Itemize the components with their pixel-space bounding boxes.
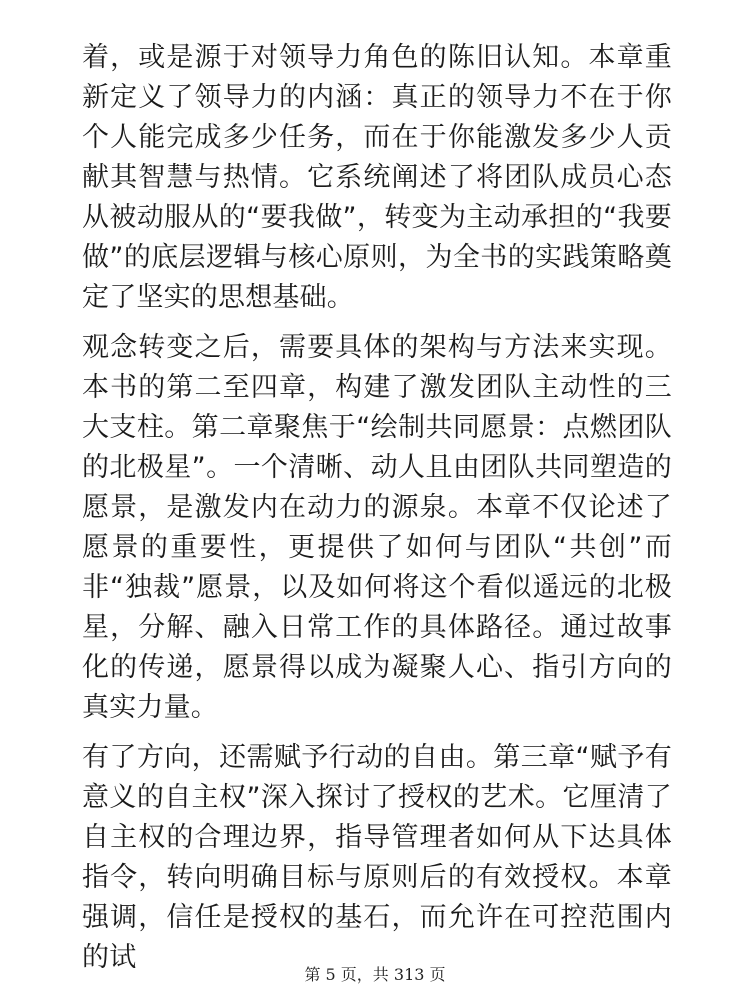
paragraph-3: 有了方向，还需赋予行动的自由。第三章“赋予有意义的自主权”深入探讨了授权的艺术。它厘清了自主权的合理边界，指导管理者如何从下达具体指令，转向明确目标与原则后的有效授权。本章强调，信任是授权的基石，而允许在可控范围内的试	[82, 742, 672, 973]
paragraph-2: 观念转变之后，需要具体的架构与方法来实现。本书的第二至四章，构建了激发团队主动性的三大支柱。第二章聚焦于“绘制共同愿景：点燃团队的北极星”。一个清晰、动人且由团队共同塑造的愿景，是激发内在动力的源泉。本章不仅论述了愿景的重要性，更提供了如何与团队“共创”而非“独裁”愿景，以及如何将这个看似遥远的北极星，分解、融入日常工作的具体路径。通过故事化的传递，愿景得以成为凝聚人心、指引方向的真实力量。	[82, 332, 672, 723]
page-number-footer: 第 5 页，共 313 页	[304, 965, 446, 984]
paragraph-1: 着，或是源于对领导力角色的陈旧认知。本章重新定义了领导力的内涵：真正的领导力不在于你个人能完成多少任务，而在于你能激发多少人贡献其智慧与热情。它系统阐述了将团队成员心态从被动服从的“要我做”，转变为主动承担的“我要做”的底层逻辑与核心原则，为全书的实践策略奠定了坚实的思想基础。	[82, 42, 672, 313]
document-body	[82, 38, 672, 978]
